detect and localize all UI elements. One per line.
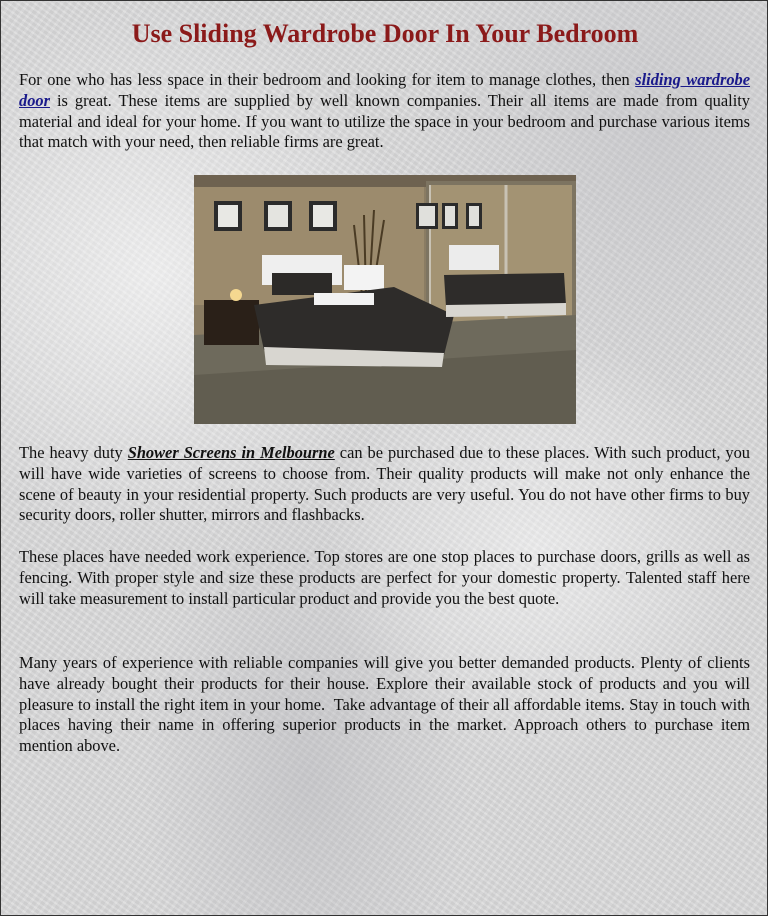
paragraph-intro: [19, 70, 750, 153]
intro-text-end: is great. These items are supplied by well known companies. Their all items are made from quality material and ideal for your home. If you want to utilize the space in your bedroom and purchase various items that match with your need, then reliable firms are great.: [19, 90, 750, 152]
paragraph-experience: These places have needed work experience. Top stores are one stop places to purchase doors, grills as well as fencing. With proper style and size these products are perfect for your domestic property. Talented staff here will take measurement to install particular product and provide you the best quote.: [19, 547, 750, 608]
sliding-wardrobe-door-link[interactable]: sliding wardrobe door: [19, 70, 751, 110]
shower-text-start: The heavy duty: [19, 443, 128, 462]
paragraph-reliable-companies: Many years of experience with reliable companies will give you better demanded products. Plenty of clients have already bought their products for their house. Explore their available stock of products and you will pleasure to install the right item in your home. Take advantage of their all affordable items. Stay in touch with places having their name in offering superior products in the market. Approach others to purchase item mention above.: [19, 653, 750, 756]
page-title: Use Sliding Wardrobe Door In Your Bedroom: [131, 19, 639, 48]
shower-screens-link[interactable]: Shower Screens in Melbourne: [127, 443, 335, 462]
bedroom-photo: [194, 175, 576, 424]
paragraph-shower-screens: [19, 443, 750, 526]
intro-text-start: For one who has less space in their bedroom and looking for item to manage clothes, then: [19, 70, 636, 89]
shower-text-end: can be purchased due to these places. With such product, you will have wide varieties of screens to choose from. Their quality products will make not only enhance the scene of beauty in your residential property. Such products are very useful. You do not have other firms to buy security doors, roller shutter, mirrors and flashbacks.: [19, 443, 750, 525]
